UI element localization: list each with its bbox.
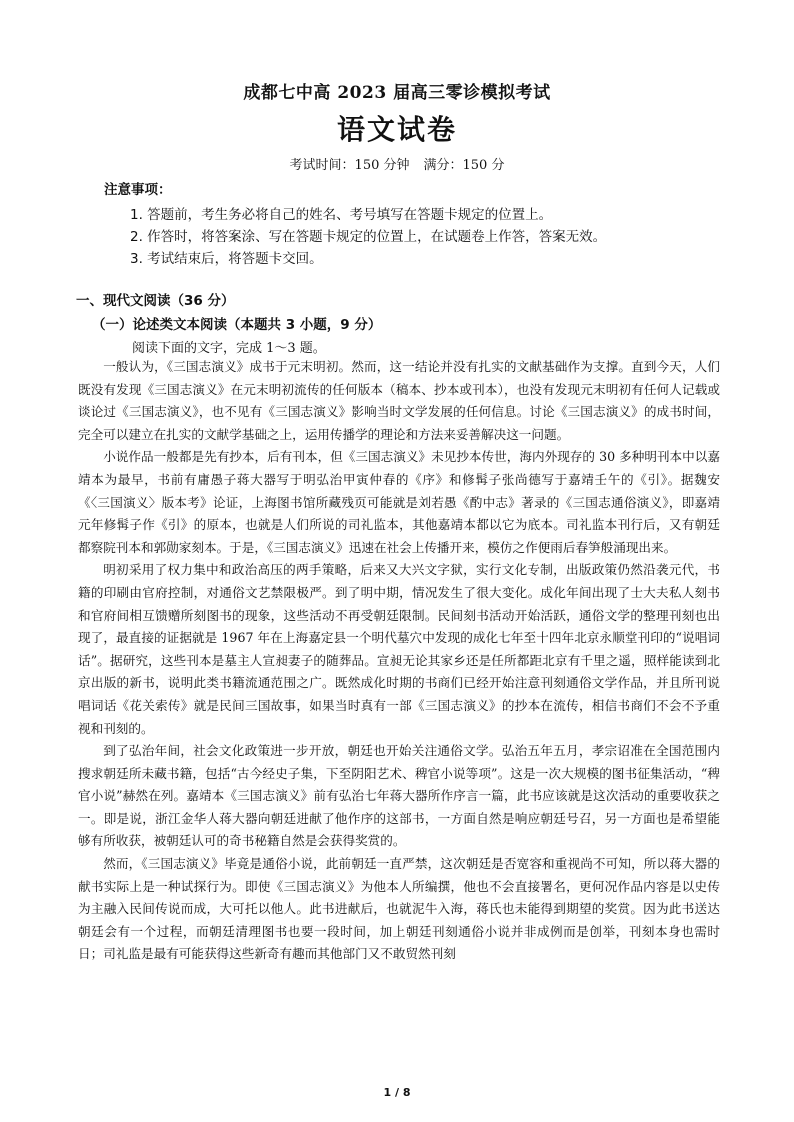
passage-paragraph: 然而，《三国志演义》毕竟是通俗小说，此前朝廷一直严禁，这次朝廷是否宽容和重视尚不可知，所以蒋大器的献书实际上是一种试探行为。即使《三国志演义》为他本人所编撰，他也不会直接署名，更何况作品内容是以史传为主融入民间传说而成，大可托以他人。此书进献后，也就泥牛入海，蒋氏也未能得到期望的奖赏。因为此书送达朝廷会有一个过程，而朝廷清理图书也要一段时间，加上朝廷刊刻通俗小说并非成例而是创举，刊刻本身也需时日；司礼监是最有可能获得这些新奇有趣而其他部门又不敢贸然刊刻 (78, 856, 720, 962)
full-score: 满分：150 分 (423, 158, 505, 173)
passage-paragraph: 小说作品一般都是先有抄本，后有刊本，但《三国志演义》未见抄本传世，海内外现存的 30 多种明刊本中以嘉靖本为最早，书前有庸愚子蒋大器写于明弘治甲寅仲春的《序》和修髯子张尚德写于嘉靖壬午的《引》。据魏安《〈三国演义〉版本考》论证，上海图书馆所藏残页可能就是刘若愚《酌中志》著录的《三国志通俗演义》，即嘉靖元年修髯子作《引》的原本，也就是人们所说的司礼监本，其他嘉靖本都以它为底本。司礼监本刊行后，又有朝廷都察院刊本和郭勋家刻本。于是，《三国志演义》迅速在社会上传播开来，模仿之作便雨后春笋般涌现出来。 (78, 449, 720, 555)
notes-heading: 注意事项： (104, 182, 172, 198)
note-item: 2. 作答时，将答案涂、写在答题卡规定的位置上，在试题卷上作答，答案无效。 (130, 229, 607, 245)
subsection-title: （一）论述类文本阅读（本题共 3 小题，9 分） (92, 317, 382, 333)
reading-passage (78, 356, 720, 966)
passage-paragraph: 明初采用了权力集中和政治高压的两手策略，后来又大兴文字狱，实行文化专制，出版政策仍然沿袭元代，书籍的印刷由官府控制，对通俗文艺禁限极严。到了明中期，情况发生了很大变化。成化年间出现了士大夫私人刻书和官府间相互馈赠所刻图书的现象，这些活动不再受朝廷限制。民间刻书活动开始活跃，通俗文学的整理刊刻也出现了，最直接的证据就是 1967 年在上海嘉定县一个明代墓穴中发现的成化七年至十四年北京永顺堂刊印的“说唱词话”。据研究，这些刊本是墓主人宣昶妻子的随葬品。宣昶无论其家乡还是任所都距北京有千里之遥，照样能读到北京出版的新书，说明此类书籍流通范围之广。既然成化时期的书商们已经开始注意刊刻通俗文学作品，并且所刊说唱词话《花关索传》就是民间三国故事，如果当时真有一部《三国志演义》的抄本在流传，相信书商们不会不予重视和刊刻的。 (78, 562, 720, 736)
note-item: 3. 考试结束后，将答题卡交回。 (130, 251, 323, 267)
exam-title: 成都七中高 2023 届高三零诊模拟考试 (243, 83, 551, 103)
exam-info (0, 154, 794, 173)
section-title: 一、现代文阅读（36 分） (76, 293, 235, 309)
note-item: 1. 答题前，考生务必将自己的姓名、考号填写在答题卡规定的位置上。 (130, 207, 553, 223)
page-number: 1 / 8 (383, 1086, 411, 1099)
paper-subject-title: 语文试卷 (336, 113, 457, 146)
reading-instruction: 阅读下面的文字，完成 1～3 题。 (132, 341, 326, 356)
exam-time: 考试时间：150 分钟 (289, 158, 410, 173)
passage-paragraph: 到了弘治年间，社会文化政策进一步开放，朝廷也开始关注通俗文学。弘治五年五月，孝宗诏准在全国范围内搜求朝廷所未藏书籍，包括“古今经史子集，下至阴阳艺术、稗官小说等项”。这是一次大规模的图书征集活动，“稗官小说”赫然在列。嘉靖本《三国志演义》前有弘治七年蒋大器所作序言一篇，此书应该就是这次活动的重要收获之一。即是说，浙江金华人蒋大器向朝廷进献了他作序的这部书，一方面自然是响应朝廷号召，另一方面也是希望能够有所收获，被朝廷认可的奇书秘籍自然是会获得奖赏的。 (78, 743, 720, 849)
passage-paragraph: 一般认为，《三国志演义》成书于元末明初。然而，这一结论并没有扎实的文献基础作为支撑。直到今天，人们既没有发现《三国志演义》在元末明初流传的任何版本（稿本、抄本或刊本），也没有发现元末明初有任何人记载或谈论过《三国志演义》，也不见有《三国志演义》影响当时文学发展的任何信息。讨论《三国志演义》的成书时间，完全可以建立在扎实的文献学基础之上，运用传播学的理论和方法来妥善解决这一问题。 (78, 359, 720, 442)
